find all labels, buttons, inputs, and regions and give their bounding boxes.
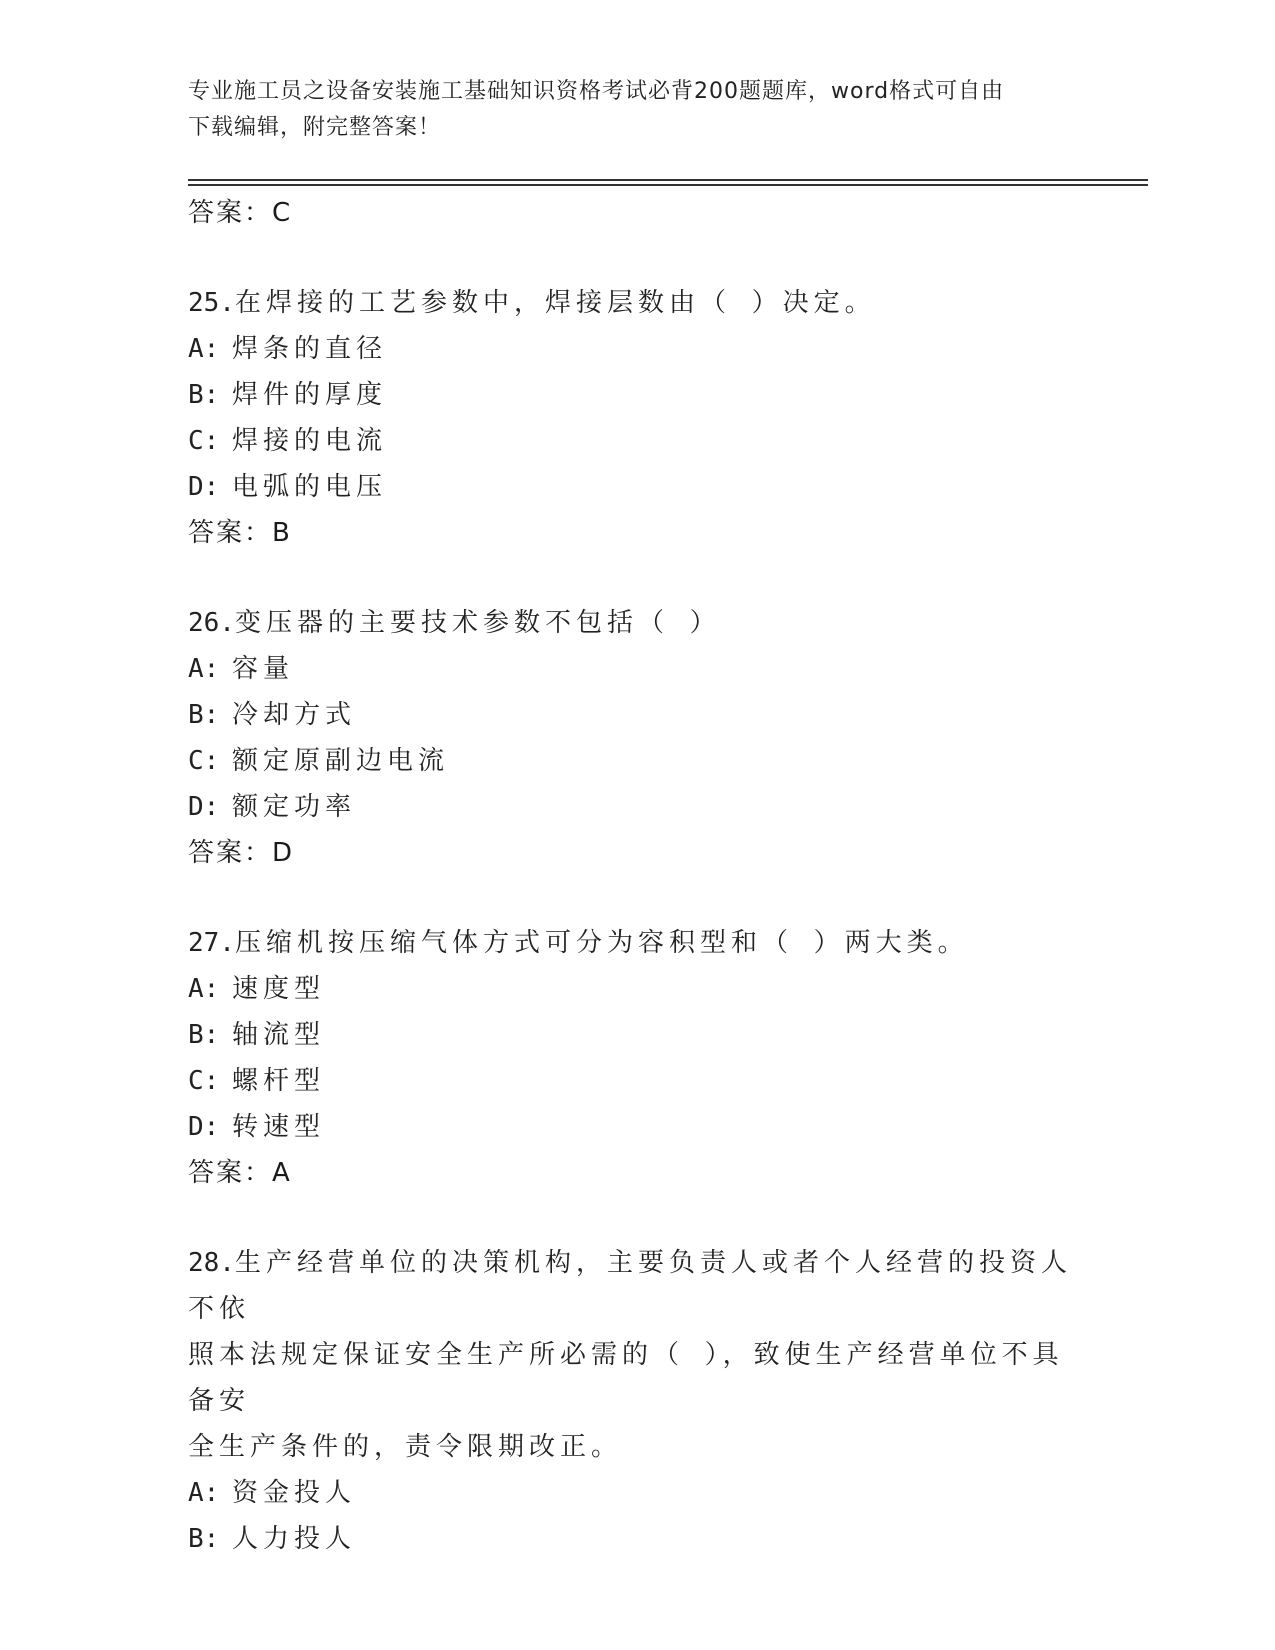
question-stem: 28.生产经营单位的决策机构，主要负责人或者个人经营的投资人不依 <box>188 1248 1072 1324</box>
answer-line: 答案：B <box>188 518 292 548</box>
answer-line: 答案：C <box>188 198 293 228</box>
option-d: D: 额定功率 <box>188 792 357 822</box>
option-b: B: 轴流型 <box>188 1020 326 1050</box>
header-divider-top <box>188 179 1148 181</box>
option-d: D: 电弧的电压 <box>188 472 388 502</box>
option-a: A: 速度型 <box>188 974 326 1004</box>
answer-line: 答案：A <box>188 1158 292 1188</box>
option-c: C: 额定原副边电流 <box>188 746 450 776</box>
header-line-2: 下载编辑，附完整答案！ <box>188 115 442 140</box>
option-c: C: 螺杆型 <box>188 1066 326 1096</box>
spacer <box>188 876 1088 920</box>
option-a: A: 容量 <box>188 654 295 684</box>
option-a: A: 焊条的直径 <box>188 334 388 364</box>
option-c: C: 焊接的电流 <box>188 426 388 456</box>
header-divider-bottom <box>188 184 1148 186</box>
question-stem-continued: 全生产条件的，责令限期改正。 <box>188 1432 623 1462</box>
option-d: D: 转速型 <box>188 1112 326 1142</box>
answer-line: 答案：D <box>188 838 295 868</box>
question-stem: 26.变压器的主要技术参数不包括（ ） <box>188 608 721 638</box>
header-line-1: 专业施工员之设备安装施工基础知识资格考试必背200题题库，word格式可自由 <box>188 79 1005 104</box>
option-a: A: 资金投人 <box>188 1478 357 1508</box>
question-stem: 27.压缩机按压缩气体方式可分为容积型和（ ）两大类。 <box>188 928 969 958</box>
question-list <box>188 190 1088 1562</box>
option-b: B: 冷却方式 <box>188 700 357 730</box>
option-b: B: 焊件的厚度 <box>188 380 388 410</box>
spacer <box>188 556 1088 600</box>
question-stem: 25.在焊接的工艺参数中，焊接层数由（ ）决定。 <box>188 288 876 318</box>
spacer <box>188 1196 1088 1240</box>
option-b: B: 人力投人 <box>188 1524 357 1554</box>
question-stem-continued: 照本法规定保证安全生产所必需的（ ），致使生产经营单位不具备安 <box>188 1340 1064 1416</box>
document-header <box>188 74 1088 146</box>
spacer <box>188 236 1088 280</box>
